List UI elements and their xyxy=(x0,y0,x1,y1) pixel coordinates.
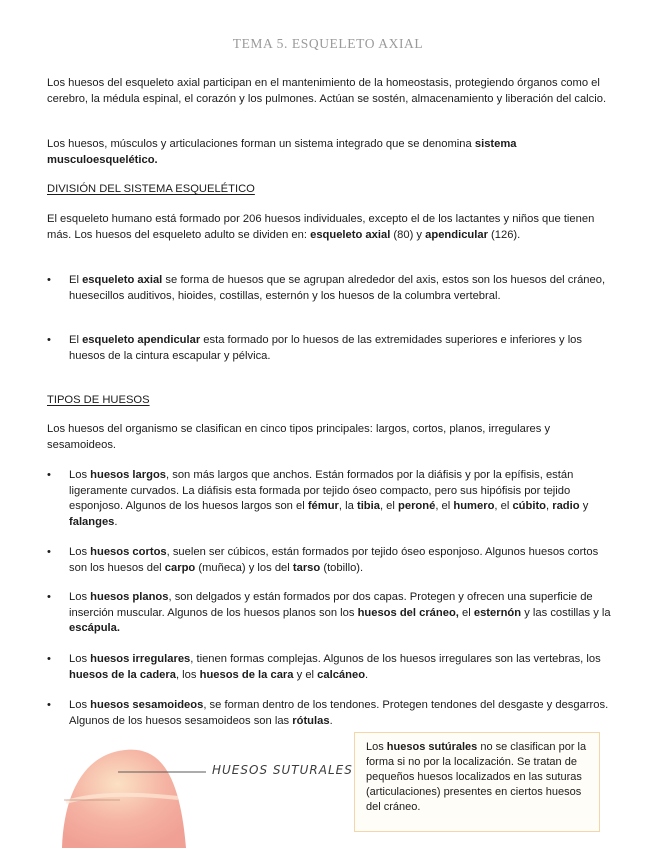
text: , el xyxy=(494,500,513,513)
text: el xyxy=(458,606,474,619)
bold-term: huesos cortos xyxy=(90,546,167,558)
skull-illustration xyxy=(60,742,340,848)
bold-term: escápula. xyxy=(69,622,120,635)
bullet: • xyxy=(47,653,51,665)
bold-term: humero xyxy=(453,500,495,513)
text: , suelen ser cúbicos, están formados por tejido óseo esponjoso. Algunos huesos cortos son los huesos del xyxy=(69,546,599,574)
bold-term: esqueleto axial xyxy=(310,228,391,241)
bold-term: fémur xyxy=(307,500,339,513)
text: . xyxy=(114,515,118,528)
division-paragraph xyxy=(47,212,614,243)
section-heading-tipos: TIPOS DE HUESOS xyxy=(47,394,150,406)
text: El xyxy=(69,334,83,346)
text: Los xyxy=(366,741,387,753)
text: , son más largos que anchos. Están formados por la diáfisis y por la epífisis, están ligeramente curvados. La diáfisis esta formada por tejido óseo compacto, pero sus hipófisis por tejido esponjoso. Algunos de los huesos largos son el xyxy=(69,469,574,513)
text: Los xyxy=(69,653,91,665)
text: , xyxy=(546,500,553,513)
bold-term: tibia xyxy=(356,500,380,513)
bold-term: huesos largos xyxy=(90,469,167,481)
text: El esqueleto humano está formado por 206 huesos individuales, excepto el de los lactantes y niños que tienen más. Los huesos del esqueleto adulto se dividen en: xyxy=(47,213,595,241)
list-item-text xyxy=(69,273,611,304)
bold-term: peroné xyxy=(398,500,436,513)
text: (muñeca) y los del xyxy=(195,561,293,574)
bold-term: huesos de la cara xyxy=(199,668,294,681)
bold-term: falanges xyxy=(69,515,115,528)
text: , la xyxy=(338,500,357,513)
list-item-text xyxy=(69,333,611,364)
list-item-text xyxy=(69,698,611,729)
text: , el xyxy=(435,500,454,513)
text: El xyxy=(69,274,83,286)
text: . xyxy=(365,668,369,681)
page-title: TEMA 5. ESQUELETO AXIAL xyxy=(232,36,424,51)
bold-term: huesos sutúrales xyxy=(386,741,478,753)
note-box xyxy=(354,732,600,832)
bold-term: apendicular xyxy=(425,228,488,241)
text: (tobillo). xyxy=(320,561,364,574)
text: Los huesos, músculos y articulaciones forman un sistema integrado que se denomina xyxy=(47,138,475,150)
bold-term: calcáneo xyxy=(317,668,366,681)
text: Los xyxy=(69,546,91,558)
bullet: • xyxy=(47,699,51,711)
bold-term: sistema musculoesquelético. xyxy=(47,138,517,166)
bold-term: huesos de la cadera xyxy=(69,668,176,681)
bold-term: carpo xyxy=(164,561,196,574)
bold-term: tarso xyxy=(292,561,321,574)
list-item-text xyxy=(69,468,611,530)
bold-term: esqueleto axial xyxy=(82,274,163,286)
intro-paragraph-2 xyxy=(47,137,614,168)
text: y xyxy=(579,500,589,513)
bold-term: huesos planos xyxy=(90,591,169,603)
bold-term: radio xyxy=(552,500,580,513)
text: , tienen formas complejas. Algunos de los huesos irregulares son las vertebras, los xyxy=(190,653,601,665)
bullet: • xyxy=(47,546,51,558)
text: Los xyxy=(69,591,91,603)
text: y las costillas y la xyxy=(521,606,611,619)
list-item-text xyxy=(69,652,611,683)
bullet: • xyxy=(47,274,51,286)
text: no se clasifican por la forma si no por la localización. Se tratan de pequeños huesos localizados en las suturas (articulaciones) presentes en ciertos huesos del cráneo. xyxy=(366,741,587,813)
text: Los xyxy=(69,699,91,711)
bullet: • xyxy=(47,469,51,481)
bold-term: esqueleto apendicular xyxy=(82,334,201,346)
text: , son delgados y están formados por dos capas. Protegen y ofrecen una superficie de inserción muscular. Algunos de los huesos planos son los xyxy=(69,591,593,619)
text: , se forman dentro de los tendones. Protegen tendones del desgaste y desgarros. Algunos de los huesos sesamoideos son las xyxy=(69,699,609,727)
text: esta formado por lo huesos de las extremidades superiores e inferiores y los huesos de la cintura escapular y pélvica. xyxy=(69,334,582,362)
text: , el xyxy=(379,500,399,513)
bold-term: huesos sesamoideos xyxy=(90,699,204,711)
bullet: • xyxy=(47,334,51,346)
bullet: • xyxy=(47,591,51,603)
bold-term: huesos del cráneo, xyxy=(357,606,459,619)
text: , los xyxy=(175,668,200,681)
text: . xyxy=(329,714,333,727)
bold-term: rótulas xyxy=(292,714,330,727)
bold-term: cúbito xyxy=(512,500,547,513)
list-item-text xyxy=(69,545,611,576)
text: (80) y xyxy=(390,228,426,241)
text: (126). xyxy=(487,228,521,241)
tipos-intro-paragraph: Los huesos del organismo se clasifican en cinco tipos principales: largos, cortos, planos, irregulares y sesamoideos. xyxy=(47,423,551,451)
text: se forma de huesos que se agrupan alrededor del axis, estos son los huesos del cráneo, huesecillos auditivos, hioides, costillas, esternón y los huesos de la columbra vertebral. xyxy=(69,274,606,302)
bold-term: esternón xyxy=(473,606,522,619)
intro-paragraph: Los huesos del esqueleto axial participan en el mantenimiento de la homeostasis, protegiendo órganos como el cerebro, la médula espinal, el corazón y los pulmones. Actúan se sostén, almacenamiento y liberación del calcio. xyxy=(47,77,607,105)
text: y el xyxy=(293,668,318,681)
section-heading-division: DIVISIÓN DEL SISTEMA ESQUELÉTICO xyxy=(47,183,255,195)
text: Los xyxy=(69,469,91,481)
illustration-label: HUESOS SUTURALES xyxy=(212,763,353,777)
list-item-text xyxy=(69,590,611,637)
bold-term: huesos irregulares xyxy=(90,653,191,665)
